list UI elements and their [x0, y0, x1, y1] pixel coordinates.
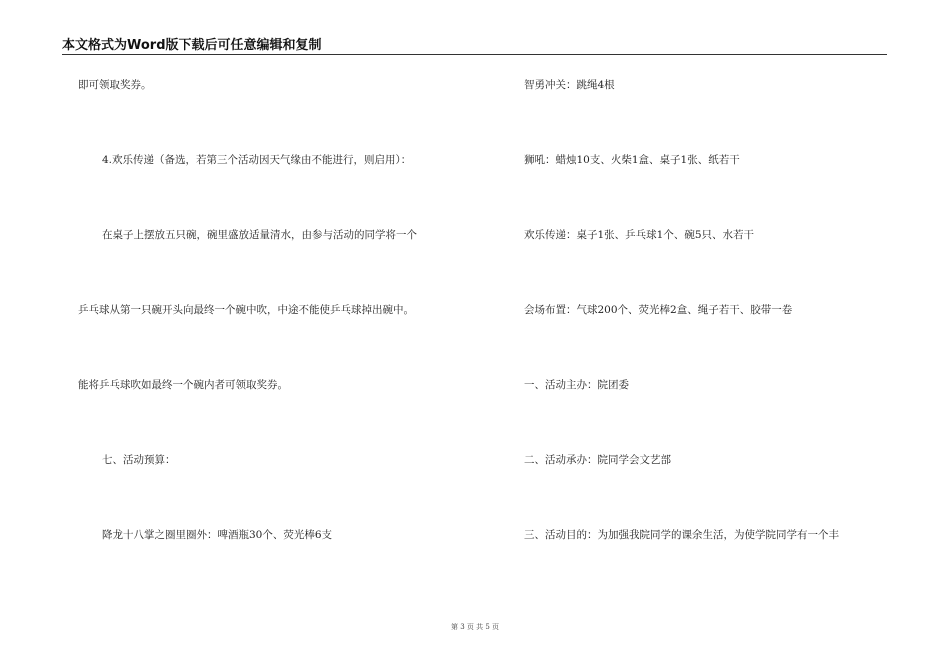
left-line-7: 降龙十八掌之圈里圈外：啤酒瓶30个、荧光棒6支 [102, 529, 333, 541]
document-header-title: 本文格式为Word版下载后可任意编辑和复制 [62, 38, 322, 53]
right-line-4: 会场布置：气球200个、荧光棒2盒、绳子若干、胶带一卷 [524, 304, 793, 316]
left-line-3: 在桌子上摆放五只碗，碗里盛放适量清水，由参与活动的同学将一个 [102, 229, 417, 241]
right-line-5: 一、活动主办：院团委 [524, 379, 629, 391]
left-line-2: 4.欢乐传递（备选，若第三个活动因天气缘由不能进行，则启用）： [102, 154, 412, 166]
right-line-6: 二、活动承办：院同学会文艺部 [524, 454, 671, 466]
page-number-footer: 第 3 页 共 5 页 [450, 623, 500, 631]
left-line-1: 即可领取奖券。 [78, 79, 152, 91]
right-line-1: 智勇冲关：跳绳4根 [524, 79, 615, 91]
right-line-7: 三、活动目的：为加强我院同学的课余生活，为使学院同学有一个丰 [524, 529, 839, 541]
left-line-4: 乒乓球从第一只碗开头向最终一个碗中吹，中途不能使乒乓球掉出碗中。 [78, 304, 414, 316]
right-line-2: 狮吼：蜡烛10支、火柴1盒、桌子1张、纸若干 [524, 154, 740, 166]
left-line-6: 七、活动预算： [102, 454, 176, 466]
left-line-5: 能将乒乓球吹如最终一个碗内者可领取奖券。 [78, 379, 288, 391]
right-line-3: 欢乐传递：桌子1张、乒乓球1个、碗5只、水若干 [524, 229, 755, 241]
header-divider [62, 54, 887, 55]
